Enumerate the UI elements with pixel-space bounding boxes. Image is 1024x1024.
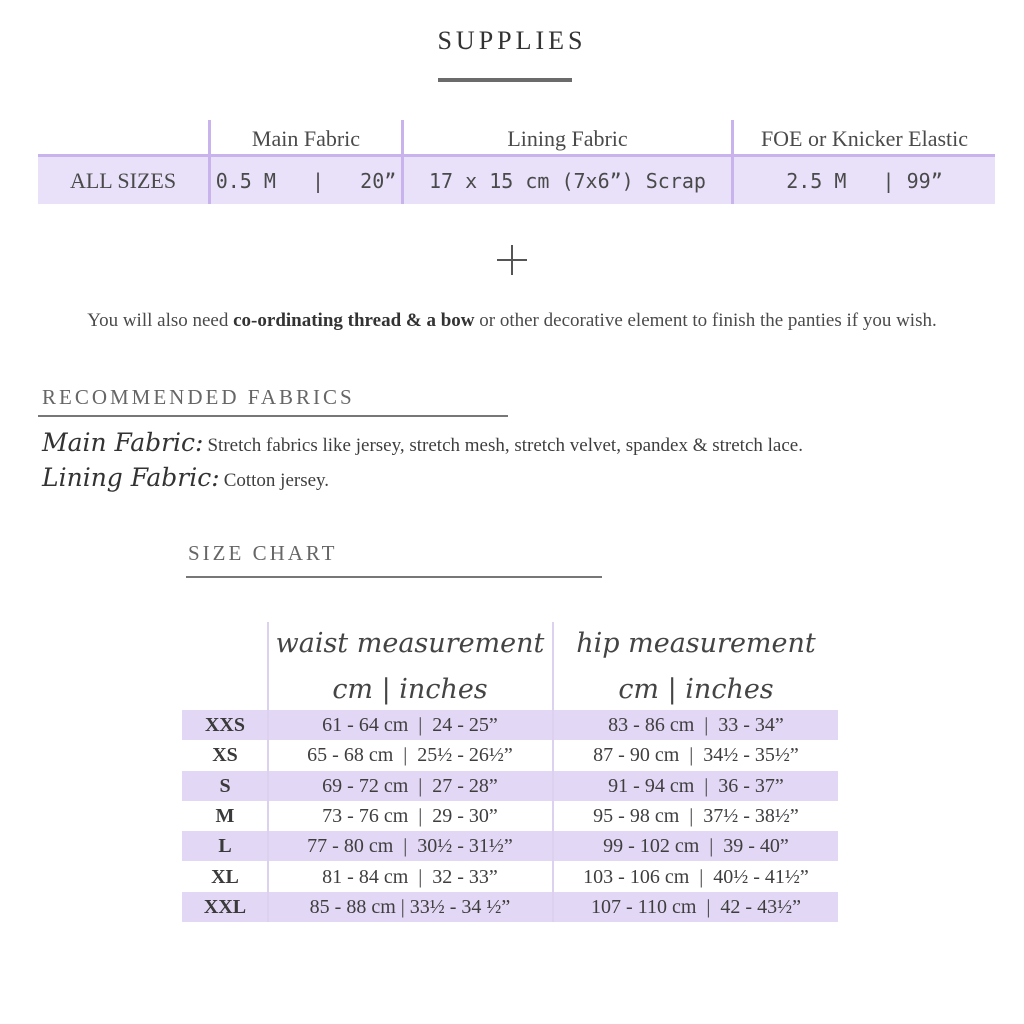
hip-cell: 91 - 94 cm | 36 - 37” [608, 775, 784, 797]
recommended-fabrics-title: RECOMMENDED FABRICS [42, 385, 355, 409]
header-elastic: FOE or Knicker Elastic [760, 126, 969, 151]
supplies-note [0, 310, 1024, 332]
waist-heading: waist measurement [275, 628, 545, 659]
chart-divider [267, 622, 269, 922]
size-label: XS [212, 744, 238, 766]
main-fabric-line [42, 428, 803, 457]
row-label-all-sizes: ALL SIZES [69, 168, 177, 193]
main-fabric-text: Stretch fabrics like jersey, stretch mesh, stretch velvet, spandex & stretch lace. [207, 435, 803, 456]
size-label: XXS [204, 714, 245, 736]
waist-cell: 85 - 88 cm | 33½ - 34 ½” [309, 896, 511, 918]
waist-cell: 69 - 72 cm | 27 - 28” [322, 775, 498, 797]
chart-divider [552, 622, 554, 922]
hip-cell: 99 - 102 cm | 39 - 40” [603, 835, 789, 857]
supplies-row-rule [38, 154, 995, 157]
size-label: M [215, 805, 235, 827]
hip-cell: 87 - 90 cm | 34½ - 35½” [593, 744, 799, 766]
section-underline [186, 576, 602, 578]
size-label: L [218, 835, 232, 857]
supplies-title: SUPPLIES [437, 26, 587, 55]
note-suffix: or other decorative element to finish the panties if you wish. [474, 310, 937, 331]
lining-fabric-text: Cotton jersey. [223, 470, 330, 491]
waist-cell: 65 - 68 cm | 25½ - 26½” [307, 744, 513, 766]
hip-cell: 103 - 106 cm | 40½ - 41½” [583, 866, 809, 888]
waist-cell: 61 - 64 cm | 24 - 25” [322, 714, 498, 736]
plus-icon [497, 245, 527, 275]
hip-cell: 83 - 86 cm | 33 - 34” [608, 714, 784, 736]
waist-units: cm | inches [332, 674, 488, 705]
note-prefix: You will also need [87, 310, 234, 331]
waist-cell: 81 - 84 cm | 32 - 33” [322, 866, 498, 888]
title-underline [438, 78, 572, 82]
hip-cell: 107 - 110 cm | 42 - 43½” [591, 896, 801, 918]
waist-cell: 77 - 80 cm | 30½ - 31½” [307, 835, 513, 857]
hip-heading: hip measurement [576, 628, 816, 659]
waist-cell: 73 - 76 cm | 29 - 30” [322, 805, 498, 827]
header-main-fabric: Main Fabric [251, 126, 361, 151]
size-label: XXL [203, 896, 247, 918]
header-lining-fabric: Lining Fabric [507, 126, 628, 151]
lining-fabric-label: Lining Fabric: [42, 463, 220, 492]
cell-main-fabric: 0.5 M | 20” [215, 169, 397, 193]
size-label: XL [211, 866, 239, 888]
size-label: S [219, 775, 231, 797]
cell-elastic: 2.5 M | 99” [786, 169, 943, 193]
hip-units: cm | inches [618, 674, 774, 705]
section-underline [38, 415, 508, 417]
cell-lining-fabric: 17 x 15 cm (7x6”) Scrap [429, 169, 706, 193]
hip-cell: 95 - 98 cm | 37½ - 38½” [593, 805, 799, 827]
main-fabric-label: Main Fabric: [42, 428, 204, 457]
note-bold: co-ordinating thread & a bow [233, 310, 475, 331]
size-chart-title: SIZE CHART [188, 541, 338, 565]
lining-fabric-line [42, 463, 329, 492]
